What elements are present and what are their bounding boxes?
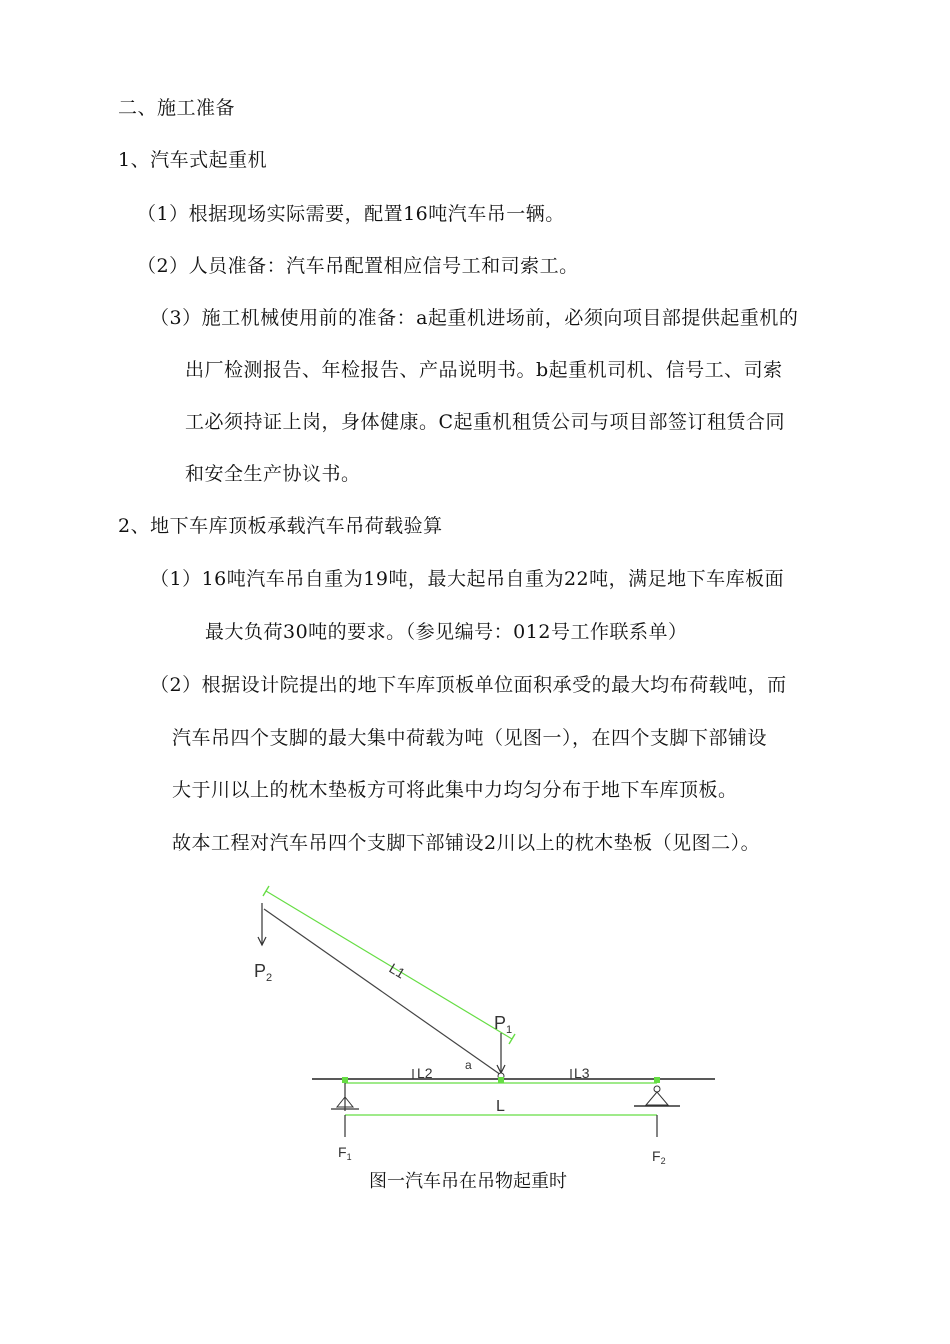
crane-boom [264,909,501,1075]
heading-truck-crane: 1、汽车式起重机 [118,149,268,171]
angle-label: a [465,1058,472,1072]
figure-caption: 图一汽车吊在吊物起重时 [369,1171,567,1192]
p2-label: $P_2$ [254,961,273,984]
f1-label: $F_1$ [338,1144,352,1162]
paragraph-check-1-line-2: 最大负荷30吨的要求。（参见编号：012号工作联系单） [205,621,688,643]
paragraph-check-2-line-3: 大于川以上的枕木垫板方可将此集中力均匀分布于地下车库顶板。 [172,779,738,801]
crane-load-diagram [254,885,730,1170]
heading-load-check: 2、地下车库顶板承载汽车吊荷载验算 [118,515,443,537]
section-title-construction-prep: 二、施工准备 [118,97,236,119]
paragraph-item-3-line-2: 出厂检测报告、年检报告、产品说明书。b起重机司机、信号工、司索 [185,359,783,381]
p2-subscript: 2 [266,972,273,984]
right-support-pin [654,1086,660,1092]
f1-subscript: 1 [346,1152,352,1162]
paragraph-check-2-line-4: 故本工程对汽车吊四个支脚下部铺设2川以上的枕木垫板（见图二）。 [172,832,761,854]
l2-label: L2 [417,1065,433,1081]
boom-tick-left [263,886,269,896]
paragraph-item-3-line-1: （3）施工机械使用前的准备：a起重机进场前，必须向项目部提供起重机的 [150,307,799,329]
boom-dimension-line [266,891,512,1039]
left-end-marker [342,1077,348,1083]
span-l-label: L [496,1098,505,1115]
paragraph-check-2-line-2: 汽车吊四个支脚的最大集中荷载为吨（见图一），在四个支脚下部铺设 [172,727,768,749]
f2-label: $F_2$ [652,1148,666,1166]
paragraph-item-2: （2）人员准备：汽车吊配置相应信号工和司索工。 [137,255,579,277]
l1-label: L1 [386,959,409,982]
paragraph-check-1-line-1: （1）16吨汽车吊自重为19吨，最大起吊自重为22吨，满足地下车库板面 [150,568,785,590]
paragraph-item-1: （1）根据现场实际需要，配置16吨汽车吊一辆。 [137,203,565,225]
right-end-marker [654,1077,660,1083]
paragraph-item-3-line-4: 和安全生产协议书。 [185,463,361,485]
p1-subscript: 1 [506,1024,513,1036]
paragraph-check-2-line-1: （2）根据设计院提出的地下车库顶板单位面积承受的最大均布荷载吨，而 [150,674,787,696]
l3-label: L3 [574,1065,590,1081]
p1-label: $P_1$ [494,1013,513,1036]
center-end-marker [498,1077,504,1083]
f2-subscript: 2 [660,1156,666,1166]
paragraph-item-3-line-3: 工必须持证上岗，身体健康。C起重机租赁公司与项目部签订租赁合同 [185,411,786,433]
right-support-triangle [646,1092,668,1105]
